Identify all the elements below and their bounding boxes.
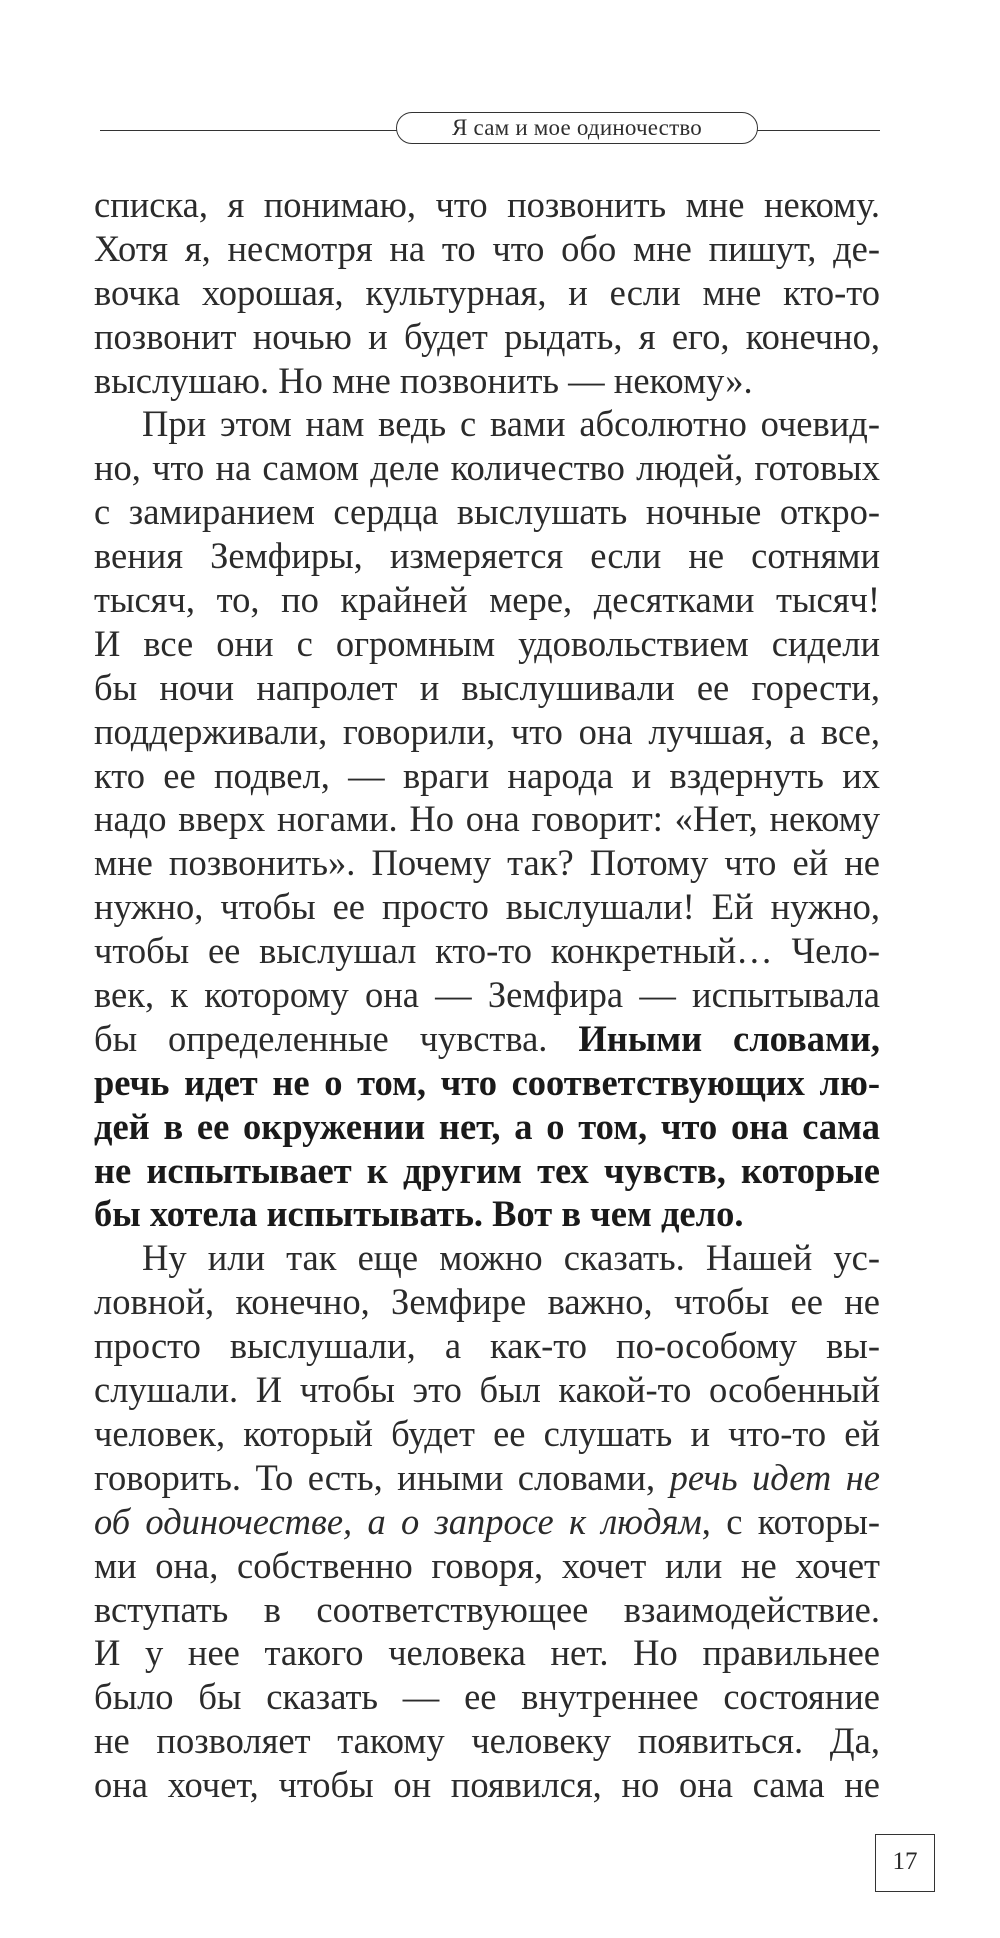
bold-text-line: бы хотела испытывать. Вот в чем дело. — [94, 1193, 744, 1235]
text-line: ми она, собственно говоря, хочет или не хочет — [94, 1544, 880, 1586]
header-rule-right — [750, 130, 880, 131]
page-number: 17 — [875, 1834, 935, 1892]
text-line: нужно, чтобы ее просто выслушали! Ей нужно, — [94, 886, 880, 928]
text-segment: бы определенные чувства. — [94, 1017, 548, 1059]
text-line: выслушаю. Но мне позвонить — некому». — [94, 359, 753, 401]
text-line: человек, который будет ее слушать и что-то ей — [94, 1412, 880, 1454]
header-rule-left — [100, 130, 404, 131]
paragraph-start-line: Ну или так еще можно сказать. Нашей ус- — [142, 1237, 880, 1279]
text-line: она хочет, чтобы он появился, но она сама не — [94, 1764, 880, 1806]
text-line: не позволяет такому человеку появиться. Да, — [94, 1720, 880, 1762]
text-segment: , с которы- — [701, 1500, 880, 1542]
italic-emphasis: об одиночестве, а о запросе к людям — [94, 1500, 702, 1542]
text-line: мне позвонить». Почему так? Потому что ей не — [94, 842, 880, 884]
italic-emphasis: речь идет не — [669, 1456, 881, 1498]
running-header — [100, 110, 880, 150]
text-line-mixed — [94, 1456, 880, 1500]
paragraph-start-line: При этом нам ведь с вами абсолютно очевид- — [142, 403, 880, 445]
bold-text-line: дей в ее окружении нет, а о том, что она сама — [94, 1105, 880, 1147]
text-line: вступать в соответствующее взаимодействие. — [94, 1588, 880, 1630]
text-line: век, к которому она — Земфира — испытывала — [94, 974, 880, 1016]
text-line: надо вверх ногами. Но она говорит: «Нет, некому — [94, 798, 880, 840]
text-line: но, что на самом деле количество людей, готовых — [94, 447, 880, 489]
text-line: И все они с огромным удовольствием сидели — [94, 622, 880, 664]
text-line: вочка хорошая, культурная, и если мне кто-то — [94, 271, 880, 313]
text-line: было бы сказать — ее внутреннее состояние — [94, 1676, 880, 1718]
text-segment: говорить. То есть, иными словами, — [94, 1456, 656, 1498]
bold-text-line: не испытывает к другим тех чувств, которые — [94, 1149, 880, 1191]
bold-text-line: речь идет не о том, что соответствующих лю- — [94, 1061, 880, 1103]
text-line: кто ее подвел, — враги народа и вздернуть их — [94, 754, 880, 796]
text-line: просто выслушали, а как-то по-особому вы- — [94, 1325, 880, 1367]
bold-emphasis: Иными словами, — [578, 1017, 880, 1059]
text-line: тысяч, то, по крайней мере, десятками тысяч! — [94, 579, 880, 621]
text-line: И у нее такого человека нет. Но правильнее — [94, 1632, 880, 1674]
text-line-mixed — [94, 1500, 880, 1544]
text-line: позвонит ночью и будет рыдать, я его, конечно, — [94, 315, 880, 357]
text-line: бы ночи напролет и выслушивали ее горести, — [94, 666, 880, 708]
running-title: Я сам и мое одиночество — [396, 112, 758, 144]
page-body-text — [94, 183, 880, 1807]
text-line: поддерживали, говорили, что она лучшая, а все, — [94, 710, 880, 752]
text-line: списка, я понимаю, что позвонить мне некому. — [94, 184, 880, 225]
text-line: ловной, конечно, Земфире важно, чтобы ее не — [94, 1281, 880, 1323]
text-line: Хотя я, несмотря на то что обо мне пишут, де- — [94, 227, 880, 269]
text-line: чтобы ее выслушал кто-то конкретный… Чело- — [94, 930, 880, 972]
text-line: с замиранием сердца выслушать ночные откро- — [94, 491, 880, 533]
text-line: вения Земфиры, измеряется если не сотнями — [94, 535, 880, 577]
text-line: слушали. И чтобы это был какой-то особенный — [94, 1369, 880, 1411]
text-line-mixed — [94, 1017, 880, 1061]
